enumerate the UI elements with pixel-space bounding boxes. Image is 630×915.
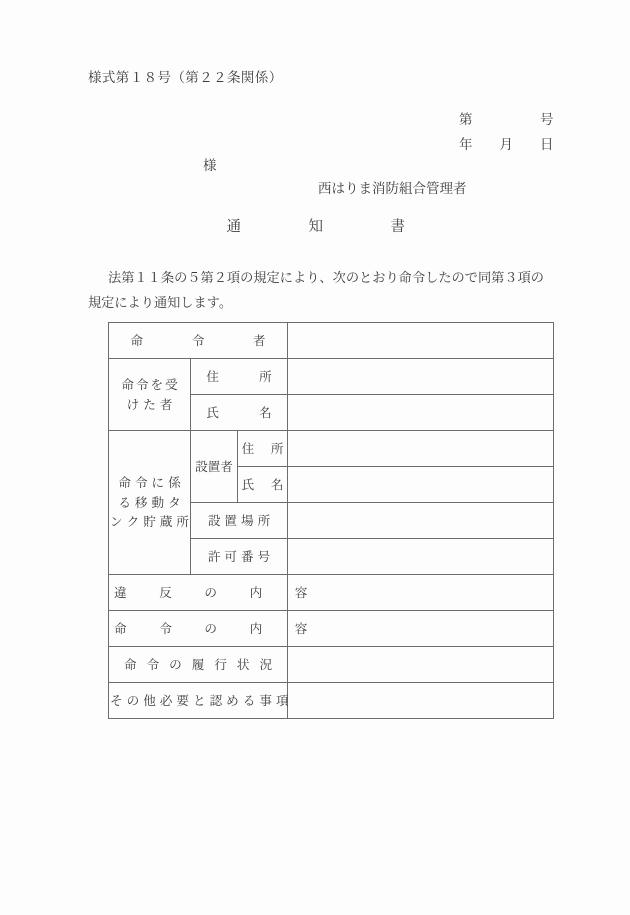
label-text: 命 令 の 履 行 状 況 <box>123 656 273 672</box>
label-rikou-joukyou <box>109 647 288 683</box>
value-rikou-joukyou[interactable] <box>288 647 554 683</box>
label-text-line1: 命 令 に 係 <box>118 475 181 491</box>
label-text: 違 反 の 内 容 <box>114 584 308 600</box>
notification-form-table <box>108 322 554 719</box>
label-sonota-jikou <box>109 683 288 719</box>
table-row <box>109 431 554 467</box>
label-text: 設置者 <box>195 458 233 474</box>
label-text: そ の 他 必 要 と 認 め る 事 項 <box>110 692 289 708</box>
label-meirei-sha <box>109 323 288 359</box>
label-text-line2: る 移 動 タ <box>118 494 181 510</box>
label-jusho <box>191 359 288 395</box>
label-idou-tank-chozosho <box>109 431 191 575</box>
form-number: 様式第１８号（第２２条関係） <box>88 70 283 86</box>
value-meirei-sha[interactable] <box>288 323 554 359</box>
label-setchisha-shimei <box>238 467 288 503</box>
label-setchisha <box>191 431 238 503</box>
label-text-line2: け た 者 <box>126 396 173 412</box>
value-shimei[interactable] <box>288 395 554 431</box>
label-text: 許 可 番 号 <box>207 548 271 564</box>
page-title <box>0 215 630 236</box>
table-row <box>109 611 554 647</box>
label-setchisha-jusho <box>238 431 288 467</box>
table-row <box>109 323 554 359</box>
label-text: 氏 名 <box>241 476 284 492</box>
label-shimei <box>191 395 288 431</box>
addressee-marker: 様 <box>203 158 217 174</box>
table-row <box>109 575 554 611</box>
label-text: 住 所 <box>206 368 272 384</box>
document-date-field: 年 月 日 <box>459 137 554 153</box>
label-text: 命 令 者 <box>130 332 266 348</box>
value-setchi-basho[interactable] <box>288 503 554 539</box>
label-text-line3: ン ク 貯 蔵 所 <box>110 514 189 530</box>
label-ihan-naiyou <box>109 575 308 611</box>
label-meirei-naiyou <box>109 611 308 647</box>
label-text: 命 令 の 内 容 <box>114 620 308 636</box>
value-setchisha-jusho[interactable] <box>288 431 554 467</box>
issuer-name: 西はりま消防組合管理者 <box>318 181 467 197</box>
label-meirei-ukesha <box>109 359 191 431</box>
label-text-line1: 命 令 を 受 <box>121 376 178 392</box>
table-row <box>109 683 554 719</box>
label-text: 氏 名 <box>206 404 272 420</box>
value-jusho[interactable] <box>288 359 554 395</box>
value-ihan-naiyou[interactable] <box>288 575 554 611</box>
table-row <box>109 647 554 683</box>
title-char-2: 知 <box>308 219 324 235</box>
label-kyoka-bangou <box>191 539 288 575</box>
value-sonota-jikou[interactable] <box>288 683 554 719</box>
title-char-3: 書 <box>390 219 406 235</box>
value-meirei-naiyou[interactable] <box>288 611 554 647</box>
value-kyoka-bangou[interactable] <box>288 539 554 575</box>
table-row <box>109 359 554 395</box>
label-text: 住 所 <box>241 440 284 456</box>
value-setchisha-shimei[interactable] <box>288 467 554 503</box>
title-char-1: 通 <box>226 219 242 235</box>
label-text: 設 置 場 所 <box>207 512 271 528</box>
document-number-field: 第 号 <box>459 112 554 128</box>
body-paragraph: 法第１１条の５第２項の規定により、次のとおり命令したので同第３項の規定により通知します。 <box>88 271 544 311</box>
label-setchi-basho <box>191 503 288 539</box>
